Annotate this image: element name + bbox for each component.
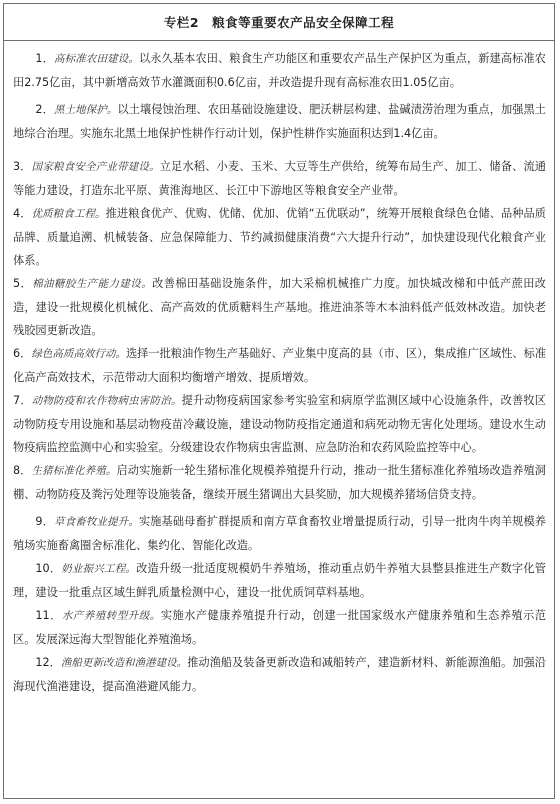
list-item: 11．水产养殖转型升级。实施水产健康养殖提升行动，创建一批国家级水产健康养殖和生态养殖示范区。发展深远海大型智能化养殖渔场。 [13, 609, 546, 646]
column-content [4, 41, 554, 698]
item-keyword: 水产养殖转型升级。 [61, 610, 161, 622]
list-item: 8．生猪标准化养殖。启动实施新一轮生猪标准化规模养殖提升行动，推动一批生猪标准化养殖场改造养殖洞棚、动物防疫及粪污处理等设施装备，继续开展生猪调出大县奖励，加大规模养猪场信贷支持。 [13, 464, 546, 501]
list-item: 3．国家粮食安全产业带建设。立足水稻、小麦、玉米、大豆等生产供给，统筹布局生产、加工、储备、流通等能力建设，打造东北平原、黄淮海地区、长江中下游地区等粮食安全产业带。 [13, 160, 546, 197]
item-keyword: 动物防疫和农作物病虫害防治。 [31, 395, 182, 407]
item-keyword: 棉油糖胶生产能力建设。 [32, 278, 153, 290]
special-column-box [3, 3, 555, 799]
list-item: 10．奶业振兴工程。改造升级一批适度规模奶牛养殖场，推动重点奶牛养殖大县整县推进生产数字化管理，建设一批重点区域生鲜乳质量检测中心，建设一批优质饲草料基地。 [13, 562, 546, 599]
list-item: 4．优质粮食工程。推进粮食优产、优购、优储、优加、优销“五优联动”，统筹开展粮食绿色仓储、品种品质品牌、质量追溯、机械装备、应急保障能力、节约减损健康消费“六大提升行动”，加快建设现代化粮食产业体系。 [13, 207, 546, 267]
item-keyword: 绿色高质高效行动。 [31, 348, 126, 360]
item-keyword: 奶业振兴工程。 [61, 563, 137, 575]
list-item: 5．棉油糖胶生产能力建设。改善棉田基础设施条件，加大采棉机械推广力度。加快城改梯和中低产蔗田改造，建设一批规模化机械化、高产高效的优质糖料生产基地。推进油茶等木本油料低产低效林改造。加快老残胶园更新改造。 [13, 277, 546, 337]
list-item: 12．渔船更新改造和渔港建设。推动渔船及装备更新改造和减船转产，建造新材料、新能源渔船。加强沿海现代渔港建设，提高渔港避风能力。 [13, 656, 546, 693]
item-keyword: 草食畜牧业提升。 [53, 516, 139, 528]
item-keyword: 高标准农田建设。 [53, 53, 139, 65]
item-keyword: 渔船更新改造和渔港建设。 [60, 657, 188, 669]
item-keyword: 生猪标准化养殖。 [31, 465, 117, 477]
list-item: 7．动物防疫和农作物病虫害防治。提升动物疫病国家参考实验室和病原学监测区域中心设施条件，改善牧区动物防疫专用设施和基层动物疫苗冷藏设施，建设动物防疫指定通道和病死动物无害化处理场。建设水生动物疫病监控监测中心和实验室。分级建设农作物病虫害监测、应急防治和农药风险监控等中心。 [13, 394, 546, 454]
list-item: 9．草食畜牧业提升。实施基础母畜扩群提质和南方草食畜牧业增量提质行动，引导一批肉牛肉羊规模养殖场实施畜禽圈舍标准化、集约化、智能化改造。 [13, 515, 546, 552]
item-keyword: 国家粮食安全产业带建设。 [31, 161, 160, 173]
item-keyword: 黑土地保护。 [53, 104, 118, 116]
list-item: 6．绿色高质高效行动。选择一批粮油作物生产基础好、产业集中度高的县（市、区），集成推广区域性、标准化高产高效技术，示范带动大面积均衡增产增效、提质增效。 [13, 347, 547, 384]
list-item: 1．高标准农田建设。以永久基本农田、粮食生产功能区和重要农产品生产保护区为重点，新建高标准农田2.75亿亩，其中新增高效节水灌溉面积0.6亿亩，并改造提升现有高标准农田1.05亿亩。 [13, 52, 546, 89]
item-keyword: 优质粮食工程。 [31, 208, 106, 220]
column-title: 专栏2 粮食等重要农产品安全保障工程 [4, 4, 554, 41]
list-item: 2．黑土地保护。以土壤侵蚀治理、农田基础设施建设、肥沃耕层构建、盐碱渍涝治理为重点，加强黑土地综合治理。实施东北黑土地保护性耕作行动计划，保护性耕作实施面积达到1.4亿亩。 [13, 103, 546, 140]
